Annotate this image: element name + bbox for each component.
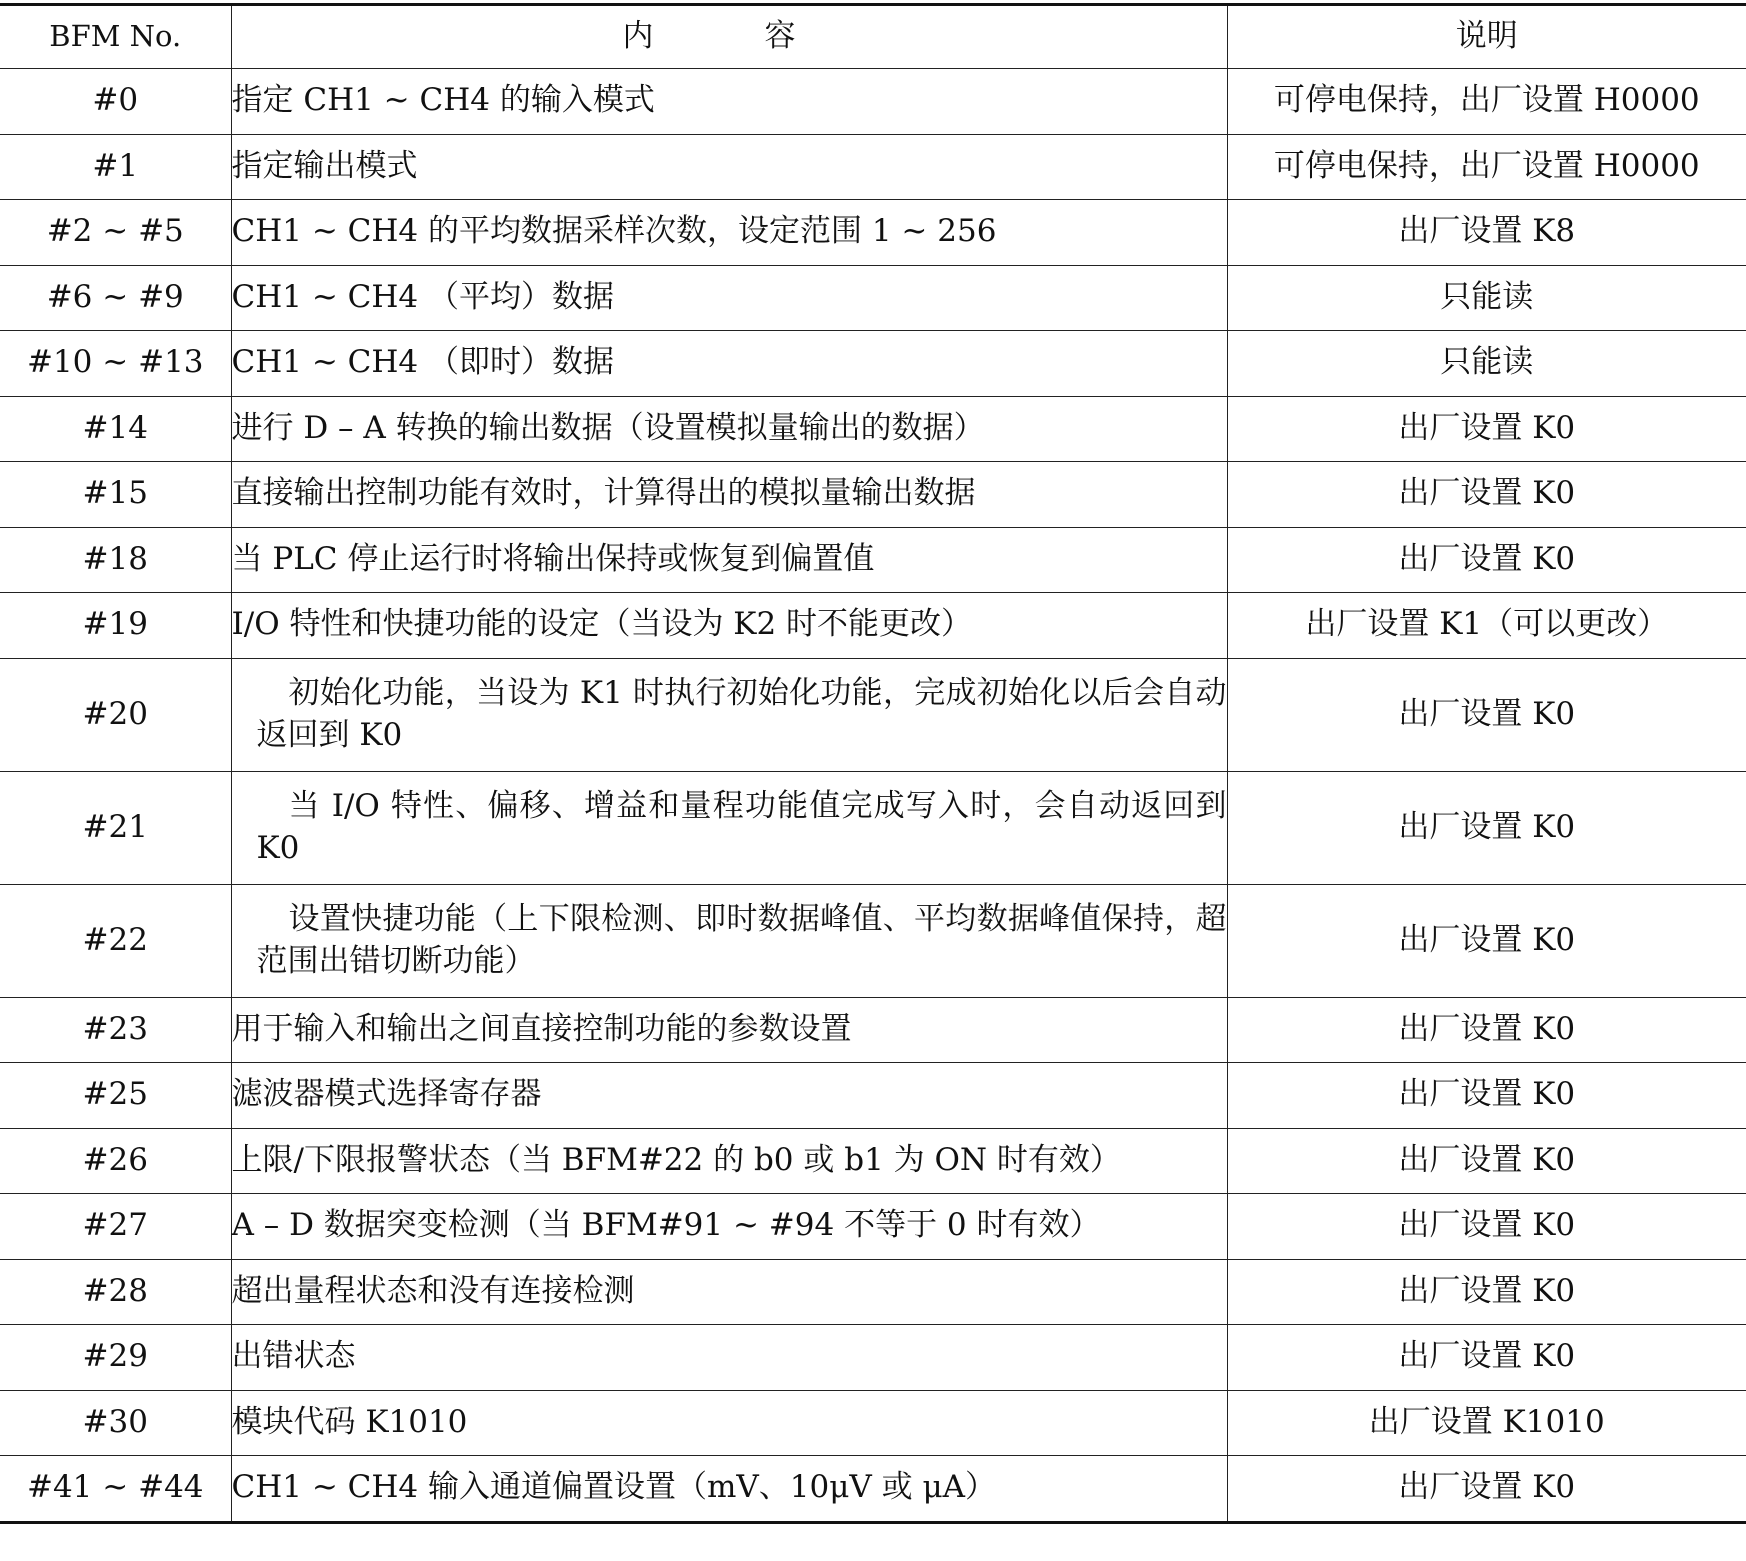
- table-row: [0, 593, 1746, 659]
- cell-bfm-no: #27: [0, 1194, 231, 1260]
- cell-bfm-no: #14: [0, 396, 231, 462]
- cell-bfm-no: #6 ~ #9: [0, 265, 231, 331]
- cell-content: 出错状态: [231, 1325, 1227, 1391]
- cell-note: 出厂设置 K8: [1227, 200, 1746, 266]
- cell-content: 当 PLC 停止运行时将输出保持或恢复到偏置值: [231, 527, 1227, 593]
- cell-note: 出厂设置 K0: [1227, 1325, 1746, 1391]
- cell-content: 指定输出模式: [231, 134, 1227, 200]
- cell-bfm-no: #23: [0, 997, 231, 1063]
- cell-bfm-no: #21: [0, 771, 231, 884]
- table-row: [0, 396, 1746, 462]
- cell-note: 可停电保持，出厂设置 H0000: [1227, 134, 1746, 200]
- cell-note: 出厂设置 K0: [1227, 1194, 1746, 1260]
- cell-bfm-no: #41 ~ #44: [0, 1456, 231, 1523]
- cell-note: 可停电保持，出厂设置 H0000: [1227, 69, 1746, 135]
- cell-bfm-no: #2 ~ #5: [0, 200, 231, 266]
- cell-content: CH1 ~ CH4 输入通道偏置设置（mV、10μV 或 μA）: [231, 1456, 1227, 1523]
- cell-content: CH1 ~ CH4 （即时）数据: [231, 331, 1227, 397]
- cell-content: 初始化功能，当设为 K1 时执行初始化功能，完成初始化以后会自动返回到 K0: [231, 658, 1227, 771]
- table-header-row: [0, 5, 1746, 69]
- cell-note: 出厂设置 K0: [1227, 396, 1746, 462]
- cell-content: 直接输出控制功能有效时，计算得出的模拟量输出数据: [231, 462, 1227, 528]
- table-row: [0, 771, 1746, 884]
- cell-content: 当 I/O 特性、偏移、增益和量程功能值完成写入时，会自动返回到 K0: [231, 771, 1227, 884]
- cell-content: 模块代码 K1010: [231, 1390, 1227, 1456]
- cell-bfm-no: #29: [0, 1325, 231, 1391]
- cell-content: 超出量程状态和没有连接检测: [231, 1259, 1227, 1325]
- table-row: [0, 658, 1746, 771]
- cell-content: CH1 ~ CH4 的平均数据采样次数，设定范围 1 ~ 256: [231, 200, 1227, 266]
- table-row: [0, 331, 1746, 397]
- table-row: [0, 997, 1746, 1063]
- table-row: [0, 462, 1746, 528]
- cell-bfm-no: #19: [0, 593, 231, 659]
- cell-note: 出厂设置 K0: [1227, 1456, 1746, 1523]
- table-row: [0, 1390, 1746, 1456]
- table-row: [0, 1325, 1746, 1391]
- cell-note: 出厂设置 K0: [1227, 997, 1746, 1063]
- table-row: [0, 1259, 1746, 1325]
- cell-note: 只能读: [1227, 265, 1746, 331]
- cell-bfm-no: #22: [0, 884, 231, 997]
- cell-note: 只能读: [1227, 331, 1746, 397]
- cell-content: 滤波器模式选择寄存器: [231, 1063, 1227, 1129]
- cell-content: CH1 ~ CH4 （平均）数据: [231, 265, 1227, 331]
- cell-bfm-no: #25: [0, 1063, 231, 1129]
- cell-bfm-no: #0: [0, 69, 231, 135]
- cell-content: 上限/下限报警状态（当 BFM#22 的 b0 或 b1 为 ON 时有效）: [231, 1128, 1227, 1194]
- cell-note: 出厂设置 K0: [1227, 1259, 1746, 1325]
- cell-note: 出厂设置 K0: [1227, 527, 1746, 593]
- cell-bfm-no: #15: [0, 462, 231, 528]
- table-row: [0, 1063, 1746, 1129]
- cell-content: A – D 数据突变检测（当 BFM#91 ~ #94 不等于 0 时有效）: [231, 1194, 1227, 1260]
- table-row: [0, 200, 1746, 266]
- cell-bfm-no: #18: [0, 527, 231, 593]
- cell-note: 出厂设置 K0: [1227, 658, 1746, 771]
- header-content: 内 容: [231, 5, 1227, 69]
- cell-note: 出厂设置 K1（可以更改）: [1227, 593, 1746, 659]
- cell-bfm-no: #10 ~ #13: [0, 331, 231, 397]
- cell-content: 设置快捷功能（上下限检测、即时数据峰值、平均数据峰值保持，超范围出错切断功能）: [231, 884, 1227, 997]
- cell-note: 出厂设置 K1010: [1227, 1390, 1746, 1456]
- cell-bfm-no: #20: [0, 658, 231, 771]
- cell-note: 出厂设置 K0: [1227, 884, 1746, 997]
- table-row: [0, 1128, 1746, 1194]
- cell-content: 指定 CH1 ~ CH4 的输入模式: [231, 69, 1227, 135]
- cell-bfm-no: #1: [0, 134, 231, 200]
- cell-content: 用于输入和输出之间直接控制功能的参数设置: [231, 997, 1227, 1063]
- cell-content: I/O 特性和快捷功能的设定（当设为 K2 时不能更改）: [231, 593, 1227, 659]
- cell-note: 出厂设置 K0: [1227, 1128, 1746, 1194]
- header-note: 说明: [1227, 5, 1746, 69]
- header-bfm-no: BFM No.: [0, 5, 231, 69]
- table-row: [0, 69, 1746, 135]
- cell-bfm-no: #28: [0, 1259, 231, 1325]
- cell-note: 出厂设置 K0: [1227, 771, 1746, 884]
- table-row: [0, 1194, 1746, 1260]
- cell-bfm-no: #30: [0, 1390, 231, 1456]
- table-row: [0, 1456, 1746, 1523]
- cell-note: 出厂设置 K0: [1227, 462, 1746, 528]
- table-row: [0, 134, 1746, 200]
- cell-content: 进行 D – A 转换的输出数据（设置模拟量输出的数据）: [231, 396, 1227, 462]
- table-row: [0, 265, 1746, 331]
- table-row: [0, 884, 1746, 997]
- cell-note: 出厂设置 K0: [1227, 1063, 1746, 1129]
- cell-bfm-no: #26: [0, 1128, 231, 1194]
- table-row: [0, 527, 1746, 593]
- bfm-table: [0, 3, 1746, 1524]
